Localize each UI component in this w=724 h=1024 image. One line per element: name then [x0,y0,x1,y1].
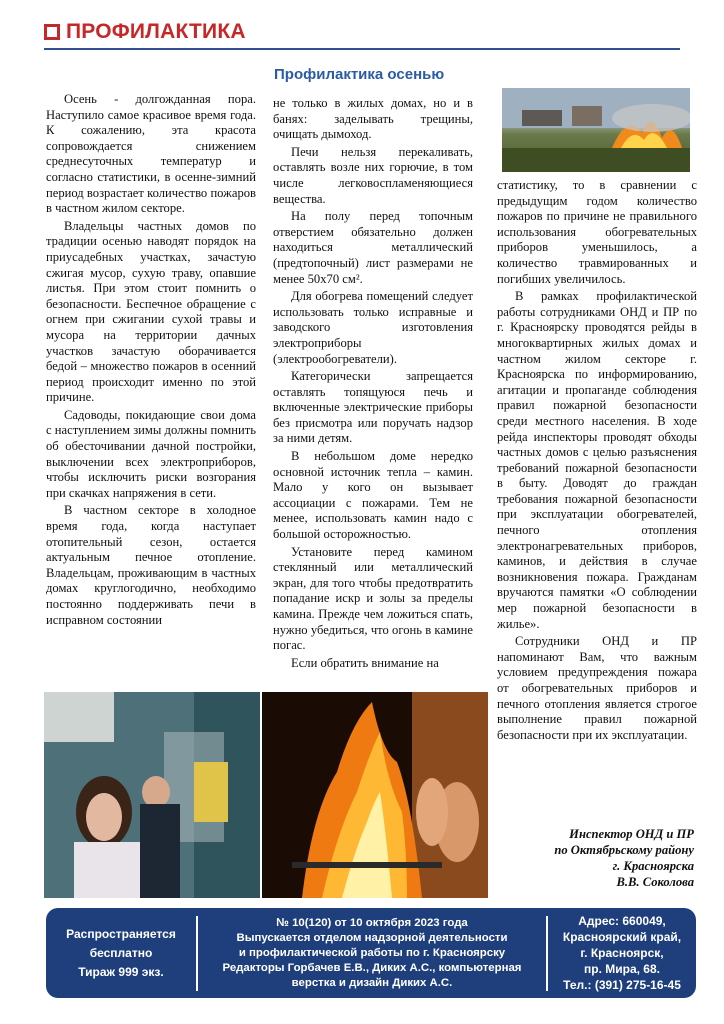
footer-text: Тел.: (391) 275-16-45 [563,978,681,992]
article-column-2 [273,96,473,690]
footer-text: и профилактической работы по г. Красноярску [238,946,506,959]
footer-text: Тираж 999 экз. [78,964,164,979]
signature-line: г. Красноярска [612,859,694,873]
footer-text: бесплатно [89,945,153,960]
footer-text: Выпускается отделом надзорной деятельности [236,931,508,944]
paragraph: Осень - долгожданная пора. Наступило самое красивое время года. К сожалению, эта красота сопровождается снижением среднесуточных температур и согласно статистики, в осенне-зимний период возрастает количество пожаров в частном жилом секторе. [46,92,256,216]
article-column-3 [497,178,697,808]
footer-text: пр. Мира, 68. [584,962,660,976]
footer-distribution [46,925,196,982]
paragraph: В рамках профилактической работы сотрудниками ОНД и ПР по г. Красноярску проводятся рейды в многоквартирных жилых домах и частном жилом секторе г. Красноярска по информированию, агитации и пропаганде соблюдения правил пожарной безопасности среди местного населения. В ходе рейда инспекторы проводят обходы частных домов с целью разъяснения требований пожарной безопасности в быту. Доводят до граждан требования пожарной безопасности при эксплуатации обогревателей, печного отопления электронагревательных приборов, каминов, и действия в случае возникновения пожара. Гражданам вручаются памятки «О соблюдении мер пожарной безопасности в жилье». [497,289,697,631]
paragraph-continued: не только в жилых домах, но и в банях: заделывать трещины, очищать дымоход. [273,96,473,142]
footer-text: г. Красноярск, [580,946,664,960]
section-title: ПРОФИЛАКТИКА [66,20,246,43]
paragraph: Владельцы частных домов по традиции осенью наводят порядок на приусадебных участках, зачастую сжигая мусор, сухую траву, опавшие листья. При этом стоит помнить о безопасности. Беспечное обращение с огнем при сжигании сухой травы и мусора на территории дачных участков зачастую оборачивается бедой – множество пожаров в осенний период происходит именно по этой причине. [46,218,256,405]
grass-burning-photo [502,88,690,172]
paragraph: В частном секторе в холодное время года, когда наступает отопительный сезон, остается актуальным печное отопление. Владельцам, проживающим в частных домах круглогодично, необходимо постоянно поддерживать печи в исправном состоянии [46,503,256,627]
checkbox-bullet-icon [44,24,60,40]
inspection-photo [44,692,260,898]
footer-text: верстка и дизайн Диких А.С. [291,976,453,989]
paragraph: Печи нельзя перекаливать, оставлять возле них горючие, в том числе легковоспламеняющиеся вещества. [273,144,473,206]
paragraph: В небольшом доме нередко основной источник тепла – камин. Мало у кого он вызывает ассоциации с пожарами. Тем не менее, использовать камин надо с большой осторожностью. [273,449,473,542]
paragraph: На полу перед топочным отверстием обязательно должен находиться металлический (предтопочный) лист размерами не менее 50х70 см². [273,209,473,286]
footer-text: Редакторы Горбачев Е.В., Диких А.С., компьютерная [222,961,522,974]
footer-text: Распространяется [66,926,176,941]
section-header [44,20,246,44]
article-column-1 [46,92,256,688]
signature-line: В.В. Соколова [616,875,694,889]
footer-text: Адрес: 660049, [578,914,666,928]
footer-text: № 10(120) от 10 октября 2023 года [276,916,468,929]
paragraph: Категорически запрещается оставлять топящуюся печь и включенные электрические приборы без присмотра или поручать надзор за ними детям. [273,369,473,446]
footer-address [548,913,696,993]
paragraph: Если обратить внимание на [291,655,439,670]
fireplace-photo [262,692,488,898]
author-signature [494,826,694,890]
paragraph: Садоводы, покидающие свои дома с наступлением зимы должны помнить об обесточивании дачной постройки, выключении всех электроприборов, чтобы исключить риски возгорания при скачках напряжения в сети. [46,407,256,500]
header-divider [44,48,680,50]
publication-footer [46,908,696,998]
article-title: Профилактика осенью [274,66,445,83]
paragraph: Сотрудники ОНД и ПР напоминают Вам, что важным условием предупреждения пожара от обогревательных приборов и печного отопления является строгое выполнение правил пожарной безопасности при их эксплуатации. [497,634,697,742]
signature-line: Инспектор ОНД и ПР [569,827,694,841]
signature-line: по Октябрьскому району [554,843,694,857]
footer-text: Красноярский край, [562,930,682,944]
paragraph: Для обогрева помещений следует использовать только исправные и заводского изготовления электроприборы (электрообогреватели). [273,289,473,366]
paragraph: Установите перед камином стеклянный или металлический экран, для того чтобы предотвратить попадание искр и золы за пределы камина. Прежде чем ложиться спать, нужно убедиться, что огонь в камине погас. [273,544,473,653]
footer-publication-info [196,916,548,991]
paragraph-continued: статистику, то в сравнении с предыдущим годом количество пожаров по причине не правильного использования обогревательных приборов уменьшилось, а количество травмированных и погибших увеличилось. [497,178,697,286]
